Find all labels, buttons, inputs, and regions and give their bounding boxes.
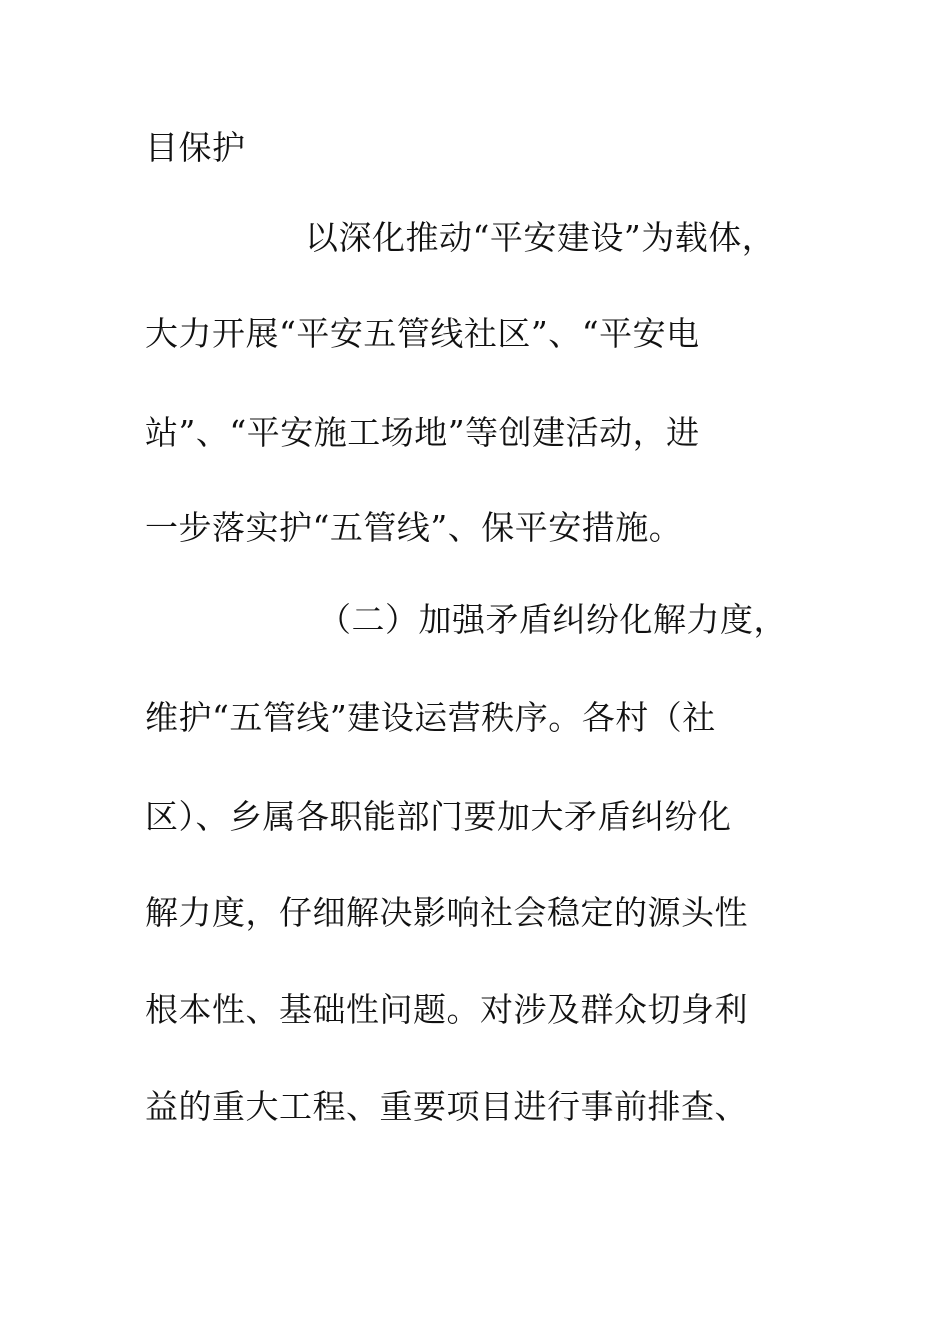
section-heading-line: （二）加强矛盾纠纷化解力度， xyxy=(318,600,787,639)
text-line: 一步落实护“五管线”、保平安措施。 xyxy=(145,508,683,547)
text-line: 目保护 xyxy=(145,128,246,167)
text-line: 维护“五管线”建设运营秩序。各村（社 xyxy=(145,698,716,737)
text-line: 根本性、基础性问题。对涉及群众切身利 xyxy=(145,990,748,1029)
text-line: 解力度，仔细解决影响社会稳定的源头性 xyxy=(145,893,748,932)
text-line: 大力开展“平安五管线社区”、“平安电 xyxy=(145,314,700,353)
text-line: 益的重大工程、重要项目进行事前排查、 xyxy=(145,1087,748,1126)
text-line: 站”、“平安施工场地”等创建活动，进 xyxy=(145,413,700,452)
text-line: 以深化推动“平安建设”为载体， xyxy=(305,218,776,257)
text-line: 区）、乡属各职能部门要加大矛盾纠纷化 xyxy=(145,797,732,836)
